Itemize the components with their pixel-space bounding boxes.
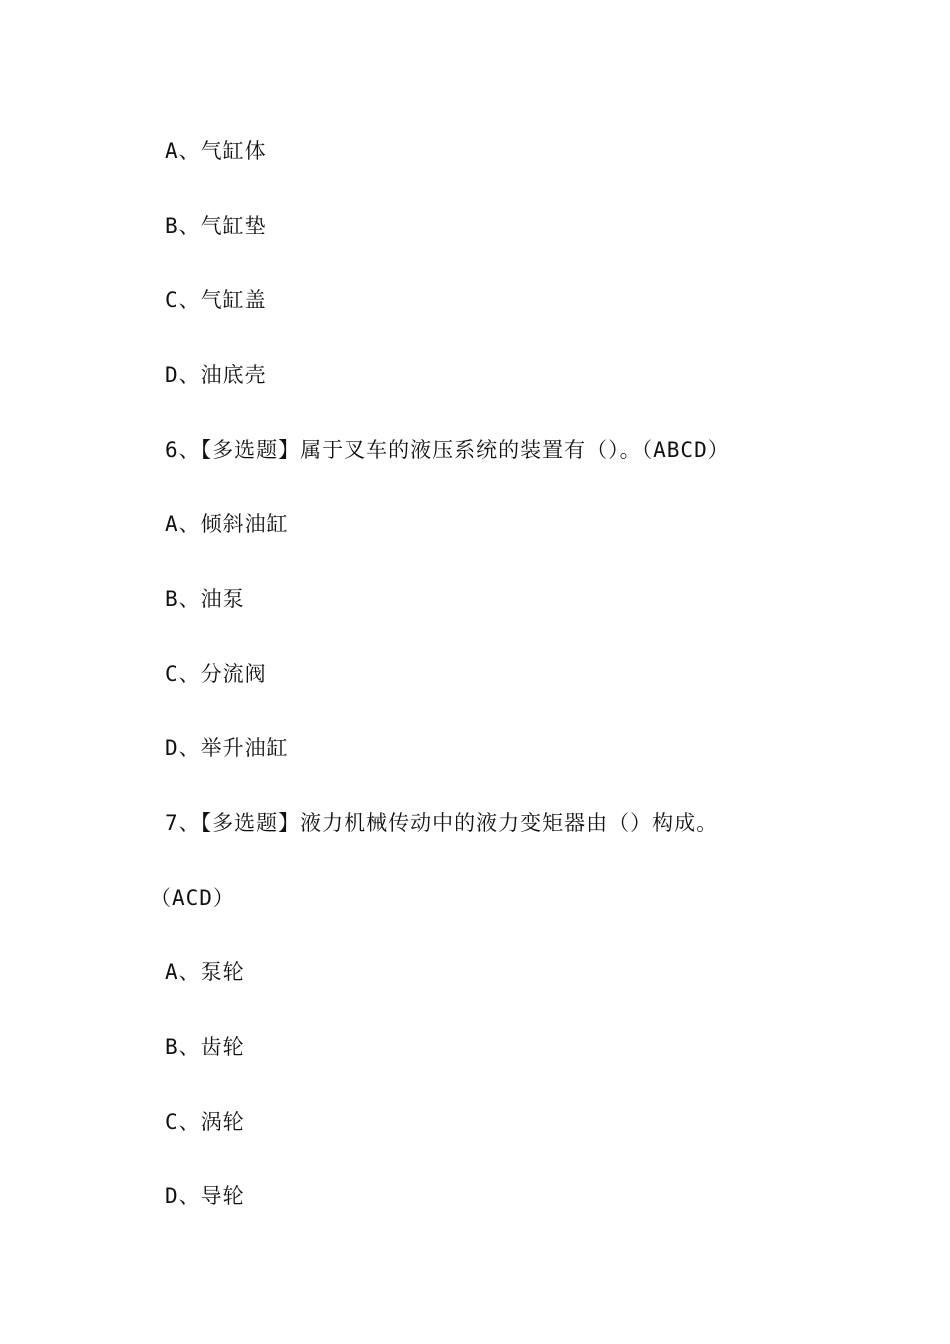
option-d-q6: D、举升油缸 (165, 736, 289, 760)
question-6: 6、【多选题】属于叉车的液压系统的装置有（）。（ABCD） (165, 438, 730, 462)
option-a-q7: A、泵轮 (165, 960, 245, 984)
option-d-q7: D、导轮 (165, 1184, 245, 1208)
question-7-answer: （ACD） (150, 886, 235, 910)
option-b-q5: B、气缸垫 (165, 214, 267, 238)
option-d-q5: D、油底壳 (165, 363, 267, 387)
option-b-q7: B、齿轮 (165, 1035, 245, 1059)
option-a-q5: A、气缸体 (165, 139, 267, 163)
option-b-q6: B、油泵 (165, 587, 245, 611)
option-c-q7: C、涡轮 (165, 1110, 245, 1134)
option-c-q5: C、气缸盖 (165, 288, 267, 312)
question-7: 7、【多选题】液力机械传动中的液力变矩器由（）构成。 (165, 811, 719, 835)
option-a-q6: A、倾斜油缸 (165, 512, 289, 536)
option-c-q6: C、分流阀 (165, 662, 267, 686)
